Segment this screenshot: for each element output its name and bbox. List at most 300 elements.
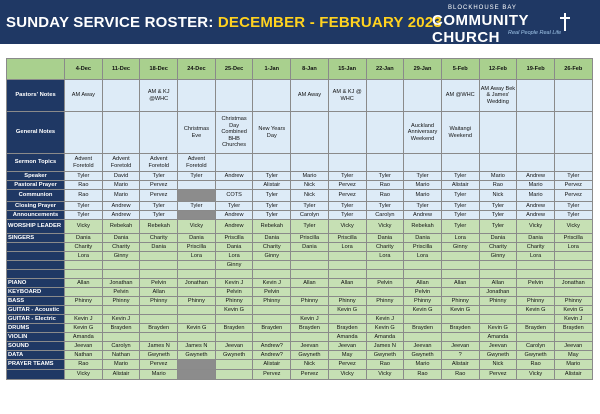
roster-cell: Tyler [253,190,291,202]
roster-cell: Jeevan [65,342,103,351]
roster-cell: Nick [479,360,517,370]
roster-row [7,306,593,315]
roster-cell: Kevin J [215,279,253,288]
church-logo [424,5,594,46]
roster-cell: Andrew [517,211,555,220]
row-label: Announcements [7,211,65,220]
roster-cell: Kevin J [253,279,291,288]
roster-cell [215,315,253,324]
roster-cell [404,333,442,342]
roster-cell: Amanda [328,333,366,342]
roster-cell: Vicky [366,220,404,234]
roster-cell: Alistair [554,370,592,380]
roster-cell: Dania [366,234,404,243]
date-header: 15-Jan [328,59,366,80]
roster-cell: Kevin G [441,306,479,315]
row-label: Sermon Topics [7,154,65,172]
roster-cell: Rao [441,370,479,380]
roster-cell: Brayden [253,324,291,333]
roster-row [7,261,593,270]
roster-cell: Kevin J [65,315,103,324]
roster-cell: Andrew [517,172,555,181]
roster-table [6,58,593,380]
roster-row [7,288,593,297]
roster-row [7,211,593,220]
roster-cell: Rao [517,360,555,370]
roster-cell: Dania [65,234,103,243]
roster-cell [178,288,216,297]
roster-row [7,234,593,243]
roster-cell: Auckland Anniversary Weekend [404,112,442,154]
roster-row [7,190,593,202]
roster-cell [517,333,555,342]
roster-cell: Kevin J [291,315,329,324]
roster-cell [253,154,291,172]
roster-cell: Ginny [441,243,479,252]
roster-cell: Tyler [328,211,366,220]
roster-cell: Jeevan [291,342,329,351]
roster-cell [554,80,592,112]
roster-cell [441,261,479,270]
roster-cell: Alistair [441,181,479,190]
roster-cell: Phinny [479,297,517,306]
roster-cell: Phinny [140,297,178,306]
roster-cell: Andrew [102,211,140,220]
row-label [7,252,65,261]
roster-cell [253,270,291,279]
roster-cell [215,333,253,342]
roster-cell [215,80,253,112]
roster-cell: Gwyneth [215,351,253,360]
date-header: 24-Dec [178,59,216,80]
roster-cell: Vicky [517,370,555,380]
roster-cell: Kevin G [215,306,253,315]
roster-cell [65,112,103,154]
row-label: DRUMS [7,324,65,333]
roster-cell: Nathan [65,351,103,360]
roster-cell: ? [441,351,479,360]
roster-cell: Jonathan [102,279,140,288]
roster-cell: Phinny [65,297,103,306]
roster-cell: Mario [291,172,329,181]
roster-cell: Andrew [215,172,253,181]
roster-cell: Tyler [178,172,216,181]
roster-cell [102,333,140,342]
roster-cell: Jonathan [178,279,216,288]
roster-cell [328,261,366,270]
row-label [7,370,65,380]
row-label: GUITAR - Acoustic [7,306,65,315]
roster-cell: AM & KJ @ WHC [328,80,366,112]
page-header [0,0,600,44]
roster-cell: Rao [65,360,103,370]
roster-cell: Charity [140,234,178,243]
roster-cell [140,306,178,315]
roster-cell: Phinny [441,297,479,306]
roster-cell: Charity [517,243,555,252]
roster-row [7,252,593,261]
row-label: General Notes [7,112,65,154]
roster-cell [366,288,404,297]
roster-row [7,172,593,181]
date-header: 22-Jan [366,59,404,80]
roster-row [7,315,593,324]
roster-cell: Pervez [140,360,178,370]
roster-row [7,80,593,112]
roster-cell [215,360,253,370]
roster-cell: Tyler [140,202,178,211]
roster-cell: Mario [102,190,140,202]
roster-cell: Vicky [554,220,592,234]
roster-cell: Tyler [479,211,517,220]
row-label: Pastors' Notes [7,80,65,112]
roster-row [7,279,593,288]
roster-cell: Nick [291,181,329,190]
date-header: 29-Jan [404,59,442,80]
date-header: 1-Jan [253,59,291,80]
title-highlight: DECEMBER - FEBRUARY 2023 [217,14,442,31]
roster-cell [140,270,178,279]
roster-cell [253,261,291,270]
roster-cell: Amanda [479,333,517,342]
roster-cell: Phinny [253,297,291,306]
roster-cell [366,154,404,172]
roster-cell: Phinny [102,297,140,306]
roster-cell: Rao [65,190,103,202]
roster-cell [291,154,329,172]
roster-cell: AM @WHC [441,80,479,112]
roster-cell: Lora [441,234,479,243]
roster-cell: Allan [140,288,178,297]
roster-row [7,154,593,172]
roster-cell: Lora [554,243,592,252]
page-title [6,14,442,31]
roster-cell: Pervez [328,190,366,202]
roster-cell: Tyler [253,202,291,211]
roster-cell: Pelvin [366,279,404,288]
roster-cell [291,261,329,270]
date-header: 25-Dec [215,59,253,80]
roster-cell: Carolyn [102,342,140,351]
roster-cell: Priscilla [291,234,329,243]
roster-cell: Rebekah [102,220,140,234]
roster-cell: Pelvin [140,279,178,288]
roster-cell: Alistair [441,360,479,370]
roster-cell: Mario [140,370,178,380]
roster-cell: Lora [404,252,442,261]
roster-row [7,297,593,306]
roster-cell: Tyler [366,172,404,181]
roster-cell: Allan [328,279,366,288]
roster-cell: Priscilla [554,234,592,243]
logo-tagline: Real People Real Life [508,30,562,36]
roster-cell [102,112,140,154]
roster-cell [441,315,479,324]
roster-row [7,112,593,154]
row-label: Pastoral Prayer [7,181,65,190]
row-label [7,270,65,279]
roster-cell [65,306,103,315]
row-label: Closing Prayer [7,202,65,211]
row-label: Communion [7,190,65,202]
roster-cell: Allan [291,279,329,288]
roster-cell: Tyler [366,202,404,211]
roster-cell: Allan [404,279,442,288]
roster-cell [441,288,479,297]
roster-cell [554,252,592,261]
roster-cell: Jeevan [554,342,592,351]
row-label: Speaker [7,172,65,181]
roster-cell: Priscilla [178,243,216,252]
roster-cell [291,270,329,279]
roster-row [7,360,593,370]
roster-cell: Charity [65,243,103,252]
row-label: PRAYER TEAMS [7,360,65,370]
roster-cell: Brayden [554,324,592,333]
roster-cell [479,270,517,279]
roster-cell [479,261,517,270]
date-header-row [7,59,593,80]
roster-cell: Andrew? [253,351,291,360]
roster-cell: AM Away [65,80,103,112]
roster-cell [479,112,517,154]
roster-cell [253,333,291,342]
roster-cell: Gwyneth [178,351,216,360]
roster-cell [178,333,216,342]
cross-icon [564,13,566,31]
roster-cell: Vicky [178,220,216,234]
roster-cell: Advent Foretold [140,154,178,172]
roster-cell: Alistair [102,370,140,380]
roster-cell: Tyler [404,202,442,211]
roster-cell: Lora [178,252,216,261]
roster-cell: James N [178,342,216,351]
roster-cell [479,306,517,315]
roster-cell: Jeevan [328,342,366,351]
roster-cell [554,270,592,279]
roster-cell: Pervez [140,190,178,202]
roster-cell: Tyler [291,220,329,234]
roster-cell: Tyler [140,172,178,181]
roster-cell: Lora [328,243,366,252]
roster-cell: Mario [404,190,442,202]
roster-cell [404,261,442,270]
roster-cell: Tyler [253,211,291,220]
roster-cell: AM & KJ @WHC [140,80,178,112]
roster-cell: Pelvin [102,288,140,297]
roster-cell: Andrew? [253,342,291,351]
roster-cell: Kevin G [479,324,517,333]
roster-cell: Nick [479,190,517,202]
roster-cell [366,112,404,154]
roster-cell: Gwyneth [291,351,329,360]
roster-cell: James N [366,342,404,351]
roster-cell: Jonathan [479,288,517,297]
roster-cell: Tyler [441,220,479,234]
roster-cell: Nick [291,360,329,370]
roster-cell: Vicky [65,220,103,234]
roster-cell: David [102,172,140,181]
roster-cell: Pervez [479,370,517,380]
roster-cell: Rebekah [140,220,178,234]
roster-cell: Alistair [253,181,291,190]
roster-cell: AM Away Bek & James' Wedding [479,80,517,112]
roster-cell [517,270,555,279]
roster-cell [215,181,253,190]
roster-cell [291,306,329,315]
roster-cell: Phinny [366,297,404,306]
roster-row [7,243,593,252]
roster-cell: Christmas Day Combined BHB Churches [215,112,253,154]
roster-cell: Kevin J [102,315,140,324]
roster-cell: Kevin J [554,315,592,324]
roster-cell: Pelvin [404,288,442,297]
roster-cell: Kevin G [554,306,592,315]
roster-cell: Tyler [554,211,592,220]
roster-cell: COTS [215,190,253,202]
roster-cell: Rao [65,181,103,190]
roster-cell: Pelvin [253,288,291,297]
roster-row [7,324,593,333]
roster-cell [441,270,479,279]
roster-cell [404,80,442,112]
roster-cell: Rao [404,370,442,380]
roster-cell: Dania [517,234,555,243]
roster-cell [65,261,103,270]
cross-icon-bar [560,17,570,19]
roster-cell [366,261,404,270]
roster-cell [404,270,442,279]
roster-cell: Dania [404,234,442,243]
roster-cell [253,80,291,112]
roster-cell [517,315,555,324]
roster-cell [140,333,178,342]
roster-cell: Pervez [328,360,366,370]
roster-cell: Tyler [479,202,517,211]
roster-cell: Tyler [441,202,479,211]
roster-cell: Christmas Eve [178,112,216,154]
roster-cell [554,112,592,154]
roster-cell: Tyler [441,190,479,202]
roster-cell: Kevin G [178,324,216,333]
roster-cell [215,370,253,380]
roster-cell [554,261,592,270]
roster-cell: Jeevan [441,342,479,351]
roster-cell: Vicky [328,220,366,234]
roster-cell: Mario [479,172,517,181]
roster-cell: Dania [291,243,329,252]
roster-cell: Kevin G [517,306,555,315]
roster-cell: Andrew [215,220,253,234]
roster-cell: Amanda [65,333,103,342]
roster-cell [291,252,329,261]
roster-cell [178,261,216,270]
roster-cell: Lora [65,252,103,261]
roster-cell: Ginny [215,261,253,270]
roster-cell: Pelvin [517,279,555,288]
roster-cell: Allan [65,279,103,288]
roster-cell: AM Away [291,80,329,112]
roster-cell: Carolyn [517,342,555,351]
roster-cell [102,80,140,112]
roster-cell: Charity [102,243,140,252]
roster-cell: Gwyneth [404,351,442,360]
roster-cell [178,181,216,190]
date-header: 19-Feb [517,59,555,80]
roster-cell [291,333,329,342]
roster-cell: Gwyneth [366,351,404,360]
row-label: WORSHIP LEADER [7,220,65,234]
roster-cell: Advent Foretold [102,154,140,172]
roster-cell: Phinny [178,297,216,306]
roster-cell [253,315,291,324]
logo-line1: BLOCKHOUSE BAY [448,5,517,11]
roster-cell: Phinny [404,297,442,306]
roster-cell: Kevin G [65,324,103,333]
roster-cell [215,270,253,279]
roster-cell [366,80,404,112]
roster-cell: Phinny [517,297,555,306]
roster-cell: Gwyneth [517,351,555,360]
roster-cell: Phinny [215,297,253,306]
roster-cell [404,154,442,172]
roster-cell: Mario [554,360,592,370]
date-header: 11-Dec [102,59,140,80]
roster-cell: Charity [366,243,404,252]
roster-cell: Tyler [328,202,366,211]
roster-cell [102,261,140,270]
roster-cell: Gwyneth [140,351,178,360]
roster-cell [253,306,291,315]
roster-cell: Jeevan [215,342,253,351]
roster-cell: Carolyn [366,211,404,220]
roster-cell: Andrew [404,211,442,220]
roster-cell [140,261,178,270]
roster-cell: Tyler [291,202,329,211]
roster-row [7,370,593,380]
roster-row [7,270,593,279]
roster-cell: Pervez [253,370,291,380]
roster-cell: Andrew [517,202,555,211]
roster-cell: Priscilla [328,234,366,243]
roster-cell: Brayden [291,324,329,333]
roster-cell: Jonathan [554,279,592,288]
roster-cell: Pervez [554,190,592,202]
roster-cell: Mario [102,181,140,190]
row-label [7,261,65,270]
roster-cell [441,252,479,261]
roster-cell: Kevin J [366,315,404,324]
roster-cell [178,306,216,315]
roster-cell: Kevin G [328,306,366,315]
roster-cell: Tyler [441,172,479,181]
roster-cell: Vicky [65,370,103,380]
row-label: BASS [7,297,65,306]
roster-cell: Dania [140,243,178,252]
roster-cell: Vicky [328,370,366,380]
roster-cell [291,112,329,154]
roster-cell: Pelvin [215,288,253,297]
roster-cell [140,112,178,154]
roster-cell: Dania [479,234,517,243]
date-header: 8-Jan [291,59,329,80]
roster-cell: Lora [517,252,555,261]
row-label: VIOLIN [7,333,65,342]
roster-cell [366,306,404,315]
roster-cell: Allan [441,279,479,288]
roster-cell: Ginny [253,252,291,261]
roster-cell [517,80,555,112]
